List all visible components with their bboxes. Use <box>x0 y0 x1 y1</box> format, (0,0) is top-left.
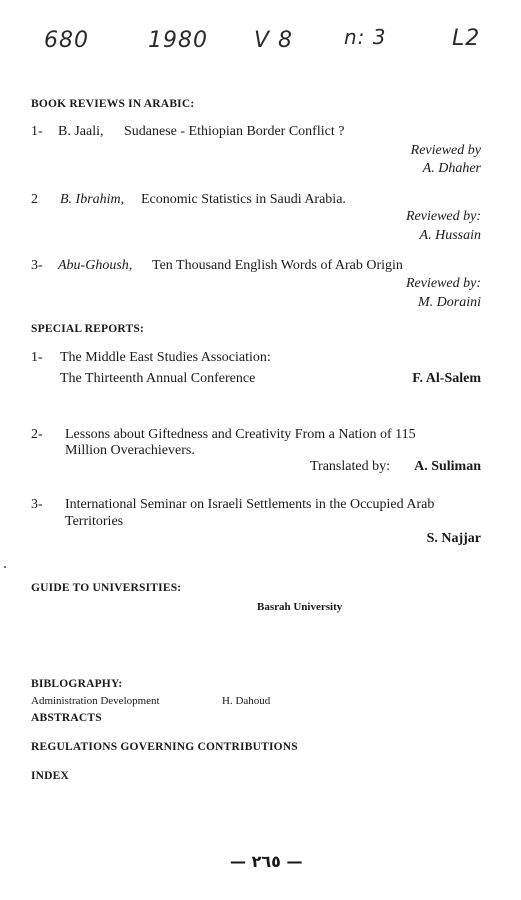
handwritten-year: 1980 <box>148 28 208 53</box>
entry-title-line2: The Thirteenth Annual Conference <box>60 371 256 386</box>
entry-author: A. Suliman <box>414 459 481 474</box>
entry-number: 1- <box>31 124 43 139</box>
reviewed-by-label: Reviewed by: <box>405 209 481 224</box>
entry-title: Ten Thousand English Words of Arab Origin <box>152 258 403 273</box>
section-heading-book-reviews: BOOK REVIEWS IN ARABIC: <box>31 98 195 110</box>
section-heading-biblography: BIBLOGRAPHY: <box>31 678 123 690</box>
section-heading-guide: GUIDE TO UNIVERSITIES: <box>31 582 182 594</box>
entry-number: 3- <box>31 497 43 512</box>
entry-title: Economic Statistics in Saudi Arabia. <box>141 192 346 207</box>
handwritten-volume: V 8 <box>254 28 294 53</box>
biblography-item: Administration Development <box>31 695 160 707</box>
entry-number: 2 <box>31 192 38 207</box>
entry-author: S. Najjar <box>426 531 481 546</box>
guide-item: Basrah University <box>257 601 343 613</box>
reviewer-name: A. Hussain <box>419 228 481 243</box>
reviewed-by-label: Reviewed by: <box>405 276 481 291</box>
handwritten-code: L2 <box>452 26 481 51</box>
entry-number: 3- <box>31 258 43 273</box>
handwritten-issue: n: 3 <box>344 25 387 49</box>
section-heading-special-reports: SPECIAL REPORTS: <box>31 323 145 335</box>
entry-title-line2: Million Overachievers. <box>65 443 195 458</box>
translated-by-label: Translated by: <box>310 459 390 474</box>
entry-author: B. Ibrahim, <box>60 192 125 207</box>
handwritten-number: 680 <box>44 28 89 53</box>
entry-number: 1- <box>31 350 43 365</box>
entry-author: F. Al-Salem <box>412 371 481 386</box>
reviewed-by-label: Reviewed by <box>410 143 481 158</box>
section-heading-regulations: REGULATIONS GOVERNING CONTRIBUTIONS <box>31 741 298 753</box>
entry-number: 2- <box>31 427 43 442</box>
entry-title-line2: Territories <box>65 514 124 529</box>
page-number: — ٢٦٥ — <box>230 852 303 871</box>
stray-mark <box>4 566 6 568</box>
section-heading-index: INDEX <box>31 770 70 782</box>
entry-title-line1: The Middle East Studies Association: <box>60 350 271 365</box>
entry-title: Sudanese - Ethiopian Border Conflict ? <box>124 124 345 139</box>
reviewer-name: M. Doraini <box>418 295 481 310</box>
entry-author: Abu-Ghoush, <box>58 258 133 273</box>
entry-title-line1: International Seminar on Israeli Settlements in the Occupied Arab <box>65 497 435 512</box>
entry-author: B. Jaali, <box>58 124 104 139</box>
section-heading-abstracts: ABSTRACTS <box>31 712 102 724</box>
biblography-author: H. Dahoud <box>222 695 271 707</box>
reviewer-name: A. Dhaher <box>422 161 481 176</box>
entry-title-line1: Lessons about Giftedness and Creativity From a Nation of 115 <box>65 427 416 442</box>
